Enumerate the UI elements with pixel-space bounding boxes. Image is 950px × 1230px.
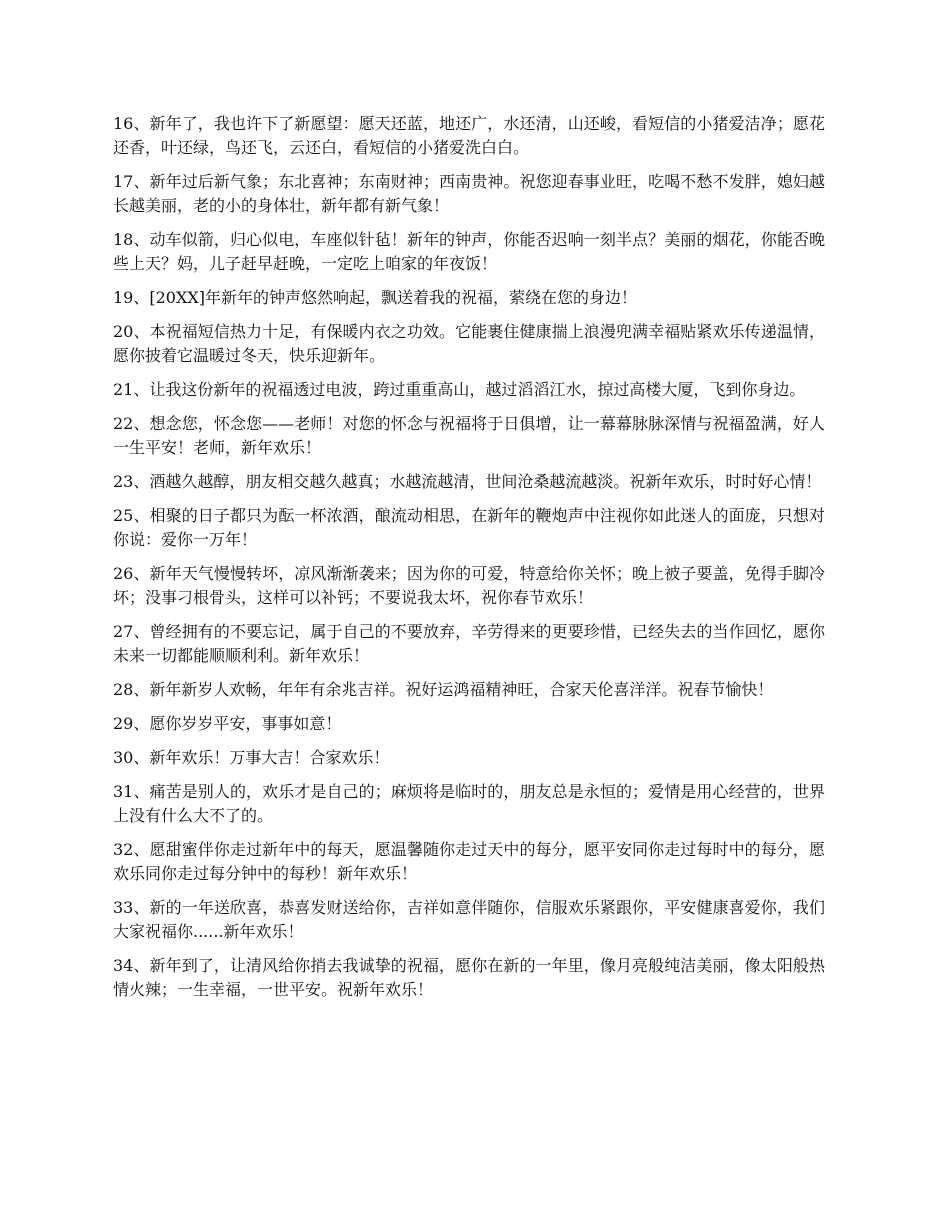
paragraph-26: 26、新年天气慢慢转坏，凉风渐渐袭来；因为你的可爱，特意给你关怀；晚上被子要盖，免得手脚冷坏；没事刁根骨头，这样可以补钙；不要说我太坏，祝你春节欢乐！	[113, 564, 825, 607]
paragraph-17: 17、新年过后新气象；东北喜神；东南财神；西南贵神。祝您迎春事业旺，吃喝不愁不发胖，媳妇越长越美丽，老的小的身体壮，新年都有新气象！	[113, 172, 825, 215]
paragraph-16: 16、新年了，我也许下了新愿望：愿天还蓝，地还广，水还清，山还峻，看短信的小猪爱洁净；愿花还香，叶还绿，鸟还飞，云还白，看短信的小猪爱洗白白。	[113, 114, 825, 157]
paragraph-22: 22、想念您，怀念您——老师！对您的怀念与祝福将于日俱增，让一幕幕脉脉深情与祝福盈满，好人一生平安！老师，新年欢乐！	[113, 414, 825, 457]
document-body	[113, 112, 825, 1012]
paragraph-32: 32、愿甜蜜伴你走过新年中的每天，愿温馨随你走过天中的每分，愿平安同你走过每时中的每分，愿欢乐同你走过每分钟中的每秒！新年欢乐！	[113, 840, 825, 883]
paragraph-19: 19、[20XX]年新年的钟声悠然响起，飘送着我的祝福，萦绕在您的身边！	[113, 288, 637, 307]
paragraph-29: 29、愿你岁岁平安，事事如意！	[113, 714, 342, 733]
paragraph-21: 21、让我这份新年的祝福透过电波，跨过重重高山，越过滔滔江水，掠过高楼大厦，飞到你身边。	[113, 380, 806, 399]
paragraph-20: 20、本祝福短信热力十足，有保暖内衣之功效。它能裹住健康揣上浪漫兜满幸福贴紧欢乐传递温情，愿你披着它温暖过冬天，快乐迎新年。	[113, 322, 825, 365]
paragraph-25: 25、相聚的日子都只为酝一杯浓酒，酿流动相思，在新年的鞭炮声中注视你如此迷人的面庞，只想对你说：爱你一万年！	[113, 506, 825, 549]
paragraph-27: 27、曾经拥有的不要忘记，属于自己的不要放弃，辛劳得来的更要珍惜，已经失去的当作回忆，愿你未来一切都能顺顺利利。新年欢乐！	[113, 622, 825, 665]
paragraph-18: 18、动车似箭，归心似电，车座似针毡！新年的钟声，你能否迟响一刻半点？美丽的烟花，你能否晚些上天？妈，儿子赶早赶晚，一定吃上咱家的年夜饭！	[113, 230, 825, 273]
paragraph-28: 28、新年新岁人欢畅，年年有余兆吉祥。祝好运鸿福精神旺，合家天伦喜洋洋。祝春节愉快！	[113, 680, 774, 699]
paragraph-33: 33、新的一年送欣喜，恭喜发财送给你，吉祥如意伴随你，信服欢乐紧跟你，平安健康喜爱你，我们大家祝福你......新年欢乐！	[113, 898, 825, 941]
paragraph-34: 34、新年到了，让清风给你捎去我诚挚的祝福，愿你在新的一年里，像月亮般纯洁美丽，像太阳般热情火辣；一生幸福，一世平安。祝新年欢乐！	[113, 956, 825, 999]
paragraph-23: 23、酒越久越醇，朋友相交越久越真；水越流越清，世间沧桑越流越淡。祝新年欢乐，时时好心情！	[113, 472, 822, 491]
paragraph-31: 31、痛苦是别人的，欢乐才是自己的；麻烦将是临时的，朋友总是永恒的；爱情是用心经营的，世界上没有什么大不了的。	[113, 782, 825, 825]
paragraph-30: 30、新年欢乐！万事大吉！合家欢乐！	[113, 748, 390, 767]
